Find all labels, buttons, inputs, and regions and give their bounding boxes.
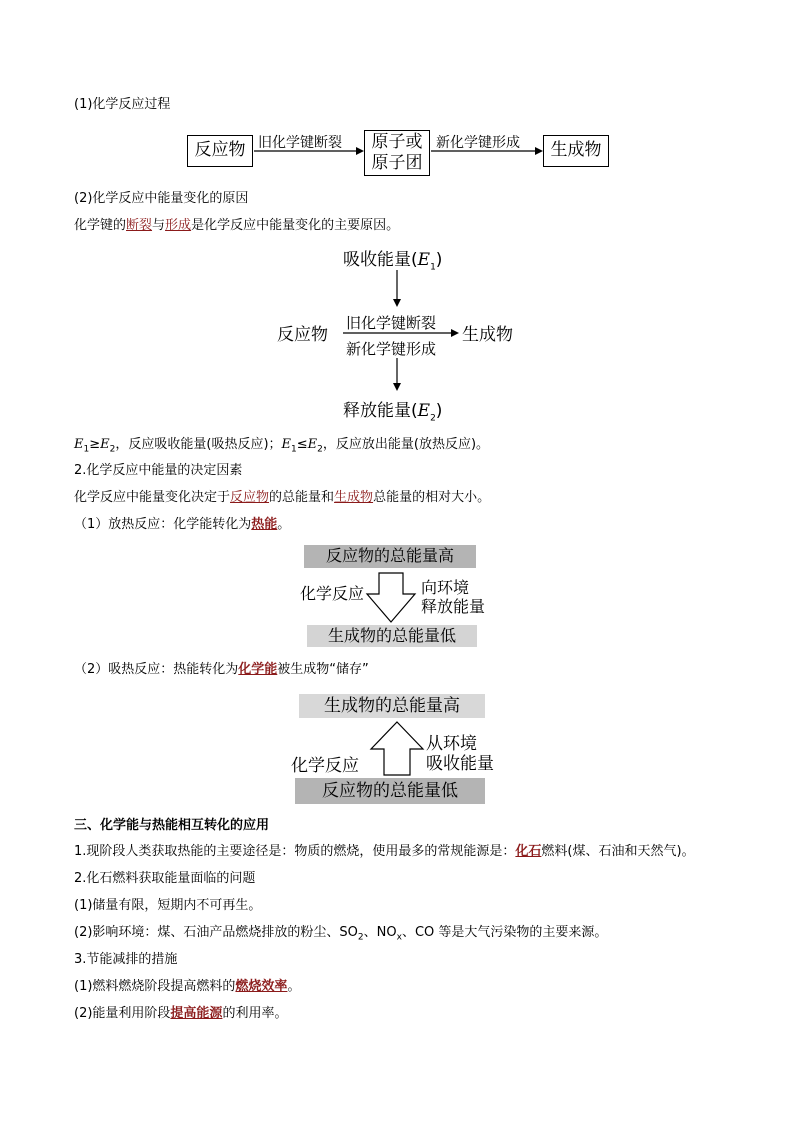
arrow-down-icon xyxy=(391,358,403,392)
paragraph-6: (1)燃料燃烧阶段提高燃料的燃烧效率。 xyxy=(74,979,301,994)
atoms-line-1: 原子或 xyxy=(371,132,423,152)
exo-right-label: 向环境 释放能量 xyxy=(421,578,486,616)
exothermic-line: （1）放热反应：化学能转化为热能。 xyxy=(74,517,291,532)
decide-paragraph: 化学反应中能量变化决定于反应物的总能量和生成物总能量的相对大小。 xyxy=(74,490,491,505)
paragraph-1: 1.现阶段人类获取热能的主要途径是：物质的燃烧，使用最多的常规能源是：化石燃料(煤、石油和天然气)。 xyxy=(74,844,695,859)
bond-break-label: 旧化学键断裂 xyxy=(258,135,342,151)
cause-paragraph: 化学键的断裂与形成是化学反应中能量变化的主要原因。 xyxy=(74,218,400,233)
endo-bottom-bar: 反应物的总能量低 xyxy=(295,778,485,804)
atoms-line-2: 原子团 xyxy=(371,153,423,173)
bond-form-label: 新化学键形成 xyxy=(436,135,520,151)
section-3-title: 2.化学反应中能量的决定因素 xyxy=(74,463,243,478)
section-1-title: (1)化学反应过程 xyxy=(74,97,171,112)
exo-bottom-bar: 生成物的总能量低 xyxy=(307,625,477,647)
down-block-arrow-icon xyxy=(365,572,417,624)
energy-compare-line: $E_1\ge E_2$，反应吸收能量(吸热反应)；$E_1\le E_2$，反应放出能量(放热反应)。 xyxy=(74,437,490,455)
release-energy-label: 释放能量$(E_2)$ xyxy=(343,401,443,424)
paragraph-2: 2.化石燃料获取能量面临的问题 xyxy=(74,871,256,886)
energy-product-label: 生成物 xyxy=(462,325,513,345)
atoms-box xyxy=(364,130,430,176)
paragraph-7: (2)能量利用阶段提高能源的利用率。 xyxy=(74,1006,288,1021)
reactant-box: 反应物 xyxy=(187,135,253,167)
absorb-energy-label: 吸收能量$(E_1)$ xyxy=(343,250,443,273)
product-box: 生成物 xyxy=(543,135,609,167)
endo-top-bar: 生成物的总能量高 xyxy=(299,694,485,718)
up-block-arrow-icon xyxy=(369,721,425,777)
energy-reactant-label: 反应物 xyxy=(277,325,328,345)
endo-right-label: 从环境 吸收能量 xyxy=(426,734,494,774)
arrow-right-icon xyxy=(430,145,544,157)
endo-left-label: 化学反应 xyxy=(291,756,359,776)
section-three-heading: 三、化学能与热能相互转化的应用 xyxy=(74,818,270,833)
section-2-title: (2)化学反应中能量变化的原因 xyxy=(74,191,249,206)
exo-top-bar: 反应物的总能量高 xyxy=(304,545,476,568)
arrow-down-icon xyxy=(391,270,403,308)
paragraph-5: 3.节能减排的措施 xyxy=(74,952,178,967)
paragraph-3: (1)储量有限，短期内不可再生。 xyxy=(74,898,262,913)
arrow-right-icon xyxy=(253,145,365,157)
energy-break-label: 旧化学键断裂 xyxy=(346,314,437,332)
paragraph-4: (2)影响环境：煤、石油产品燃烧排放的粉尘、$SO_2$、$NO_x$、CO 等是大气污染物的主要来源。 xyxy=(74,925,608,943)
exo-left-label: 化学反应 xyxy=(300,584,365,603)
energy-form-label: 新化学键形成 xyxy=(346,340,437,358)
endothermic-line: （2）吸热反应：热能转化为化学能被生成物“储存” xyxy=(74,662,369,677)
